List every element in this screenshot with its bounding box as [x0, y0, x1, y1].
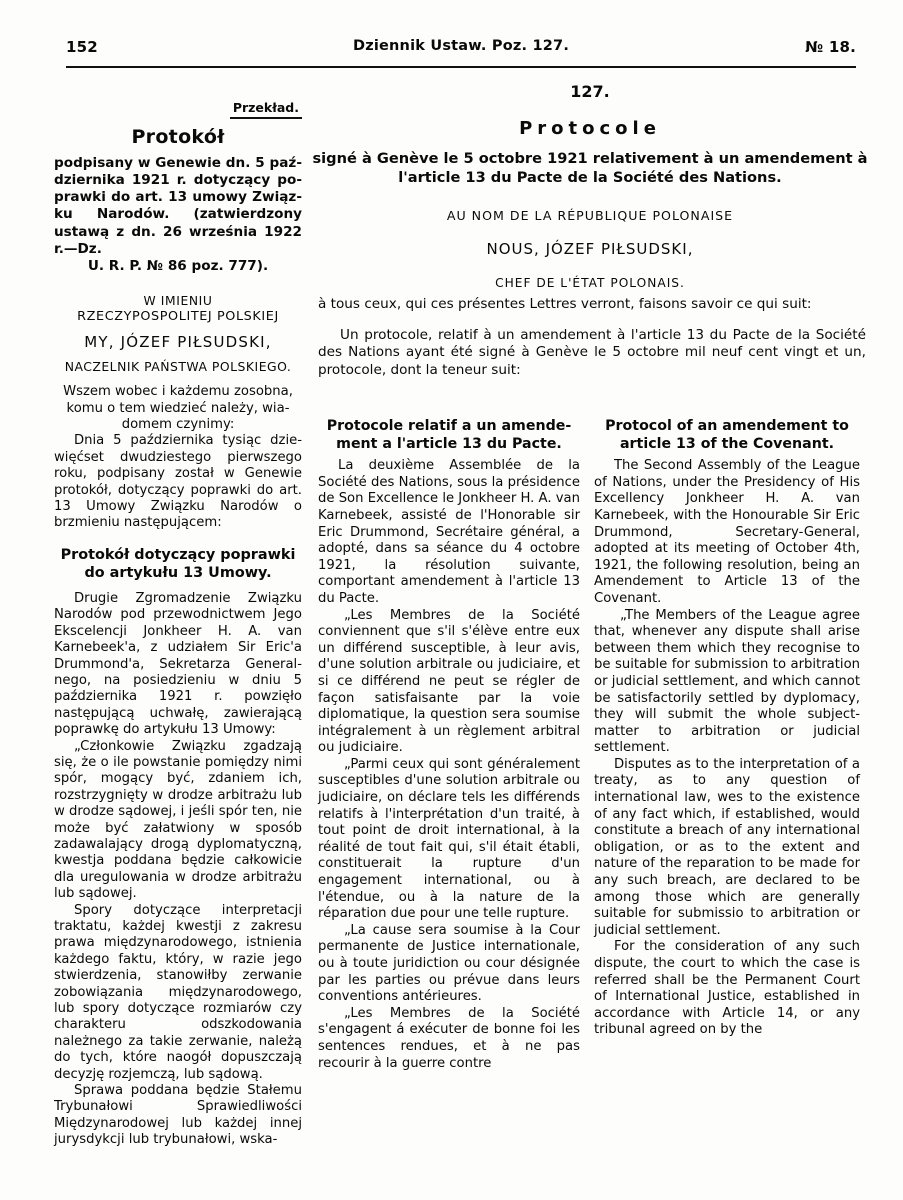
english-paragraph: The Second Assembly of the League of Nations, under the Presidency of His Excellency Jonkheer H. A. van Karnebeek, with the Honourable Sir Eric Drummond, Secretary-General, adopted at its meeting of October 4th, 1921, the following resolution, being an Amendement to Article 13 of the Covenant.	[594, 458, 860, 606]
french-column-heading: Protocole relatif a un amendement a l'article 13 du Pacte.	[326, 418, 572, 452]
french-header-block	[310, 118, 870, 292]
french-intro-paragraph-1: à tous ceux, qui ces présentes Lettres verront, faisons savoir ce qui suit:	[318, 296, 812, 312]
french-column	[318, 418, 580, 1072]
translation-label-text: Przekład.	[230, 100, 302, 119]
left-column-polish	[54, 100, 302, 1149]
polish-paragraph: „Członkowie Związku zgadzają się, że o ile powstanie pomiędzy nimi spór, mogący być, zdaniem ich, rozstrzygnięty w drodze arbitrażu lub w drodze sądowej, i jeśli spór ten, nie może być załatwiony w sposób zadawalający drogą dyplomatyczną, kwestja poddana będzie całkowicie dla uregulowania w drodze arbitrażu lub sądowej.	[54, 738, 302, 902]
polish-paragraph: Spory dotyczące interpretacji traktatu, każdej kwestji z zakresu prawa międzynarodowego, istnienia każdego faktu, który, w razie jego stwierdzenia, stanowiłby zerwanie zobowiązania międzynarodowego, lub spory dotyczące rozmiarów czy charakteru odszkodowania należnego za takie zerwanie, należą do tych, które naogół dopuszczają decyzję rozjemczą, lub sądową.	[54, 902, 302, 1082]
french-paragraph: La deuxième Assemblée de la Société des Nations, sous la présidence de Son Excellence le Jonkheer H. A. van Karnebeek, assisté de l'Honorable sir Eric Drummond, Secrétaire général, a adopté, dans sa séance du 4 octobre 1921, la résolution suivante, comportant amendement à l'article 13 du Pacte.	[318, 458, 580, 606]
running-head	[66, 38, 856, 60]
issue-number: № 18.	[805, 38, 856, 56]
nous-pilsudski-line: NOUS, JÓZEF PIŁSUDSKI,	[486, 240, 694, 258]
english-paragraph: Disputes as to the interpretation of a treaty, as to any question of international law, wes to the existence of any fact which, if established, would constitute a breach of any international obligation, or as to the extent and nature of the reparation to be made for any such breach, are declared to be among those which are generally suitable for submissio to arbitration or judicial settlement.	[594, 756, 860, 938]
french-paragraph: „La cause sera soumise à la Cour permanente de Justice internationale, ou à toute juridiction ou cour désignée par les parties ou prévue dans leurs conventions antérieures.	[318, 922, 580, 1005]
english-paragraph: „The Members of the League agree that, whenever any dispute shall arise between them which they recognise to be suitable for submission to arbitration or judicial settlement, and which cannot be satisfactorily settled by dyplomacy, they will submit the whole subject-matter to arbitration or judicial settlement.	[594, 607, 860, 756]
we-pilsudski-line: MY, JÓZEF PIŁSUDSKI,	[84, 333, 272, 352]
english-column-heading: Protocol of an amendement to article 13 of the Covenant.	[605, 418, 849, 452]
french-paragraph: „Les Membres de la Société s'engagent á exécuter de bonne foi les sentences rendues, et à ne pas recourir à la guerre contre	[318, 1005, 580, 1071]
polish-subtitle	[54, 155, 302, 275]
french-intro-paragraph-2: Un protocole, relatif à un amendement à l'article 13 du Pacte de la Société des Nations ayant été signé à Genève le 5 octobre mil neuf cent vingt et un, protocole, dont la teneur suit:	[318, 326, 866, 378]
in-the-name-line-1: W IMIENIU	[143, 294, 213, 309]
chef-etat-line: CHEF DE L'ÉTAT POLONAIS.	[495, 276, 685, 290]
translation-label	[54, 100, 302, 119]
polish-protocol-heading: Protokół dotyczący poprawki do artykułu 13 Umowy.	[60, 546, 296, 581]
section-number: 127.	[570, 82, 610, 101]
polish-protocol-body	[54, 591, 302, 1149]
polish-proclamation-body	[54, 384, 302, 532]
polish-proclaim-paragraph-1: Wszem wobec i każdemu zosobna, komu o tem wiedzieć należy, wiadomem czynimy:	[63, 384, 293, 433]
polish-subtitle-last-line: U. R. P. № 86 poz. 777).	[87, 258, 269, 275]
polish-title: Protokół	[131, 126, 225, 149]
page-folio-number: 152	[66, 38, 98, 56]
english-paragraph: For the consideration of any such dispute, the court to which the case is referred shall be the Permanent Court of International Justice, established in accordance with Article 14, or any tribunal agreed on by the	[594, 939, 860, 1038]
french-title: Protocole	[519, 118, 661, 139]
french-subtitle: signé à Genève le 5 octobre 1921 relativement à un amendement à l'article 13 du Pacte de la Société des Nations.	[312, 150, 868, 186]
header-rule	[66, 66, 856, 68]
polish-subtitle-main: podpisany w Genewie dn. 5 października 1921 r. dotyczący poprawki do art. 13 umowy Związku Narodów. (zatwierdzony ustawą z dn. 26 września 1922 r.—Dz.	[54, 154, 302, 257]
french-paragraph: „Parmi ceux qui sont généralement susceptibles d'une solution arbitrale ou judiciaire, on déclare tels les différends relatifs à l'interprétation d'un traité, à tout point de droit international, à la réalité de tout fait qui, s'il était établi, constituerait la rupture d'un engagement international, ou à l'étendue, ou à la nature de la réparation due pour une telle rupture.	[318, 756, 580, 922]
french-proclamation-caps	[310, 207, 870, 292]
polish-proclamation-caps	[54, 293, 302, 375]
english-column	[594, 418, 860, 1039]
french-paragraph: „Les Membres de la Société conviennent que s'il s'élève entre eux un différend susceptible, à leur avis, d'une solution arbitrale ou judiciaire, et si ce différend ne peut se régler de façon satisfaisante par la voie diplomatique, la question sera soumise intégralement à un règlement arbitral ou judiciaire.	[318, 607, 580, 756]
au-nom-line: AU NOM DE LA RÉPUBLIQUE POLONAISE	[446, 208, 734, 223]
chief-of-state-line: NACZELNIK PAŃSTWA POLSKIEGO.	[64, 359, 292, 375]
in-the-name-line-2: RZECZYPOSPOLITEJ POLSKIEJ	[77, 309, 279, 325]
running-head-title: Dziennik Ustaw. Poz. 127.	[352, 38, 570, 54]
polish-paragraph: Sprawa poddana będzie Stałemu Trybunałowi Sprawiedliwości Międzynarodowej lub każdej innej jurysdykcji lub trybunałowi, wska-	[54, 1083, 302, 1148]
french-intro-block	[318, 296, 866, 379]
polish-paragraph: Drugie Zgromadzenie Związku Narodów pod przewodnictwem Jego Ekscelencji Jonkheer H. A. van Karnebeek'a, z udziałem Sir Eric'a Drummond'a, Sekretarza Generalnego, na posiedzieniu w dniu 5 października 1921 r. powzięło następującą uchwałę, zawierającą poprawkę do artykułu 13 Umowy:	[54, 590, 302, 738]
polish-proclaim-paragraph-2: Dnia 5 października tysiąc dziewięćset dwudziestego pierwszego roku, podpisany został w Genewie protokół, dotyczący poprawki do art. 13 Umowy Związku Narodów o brzmieniu następującem:	[54, 433, 302, 531]
